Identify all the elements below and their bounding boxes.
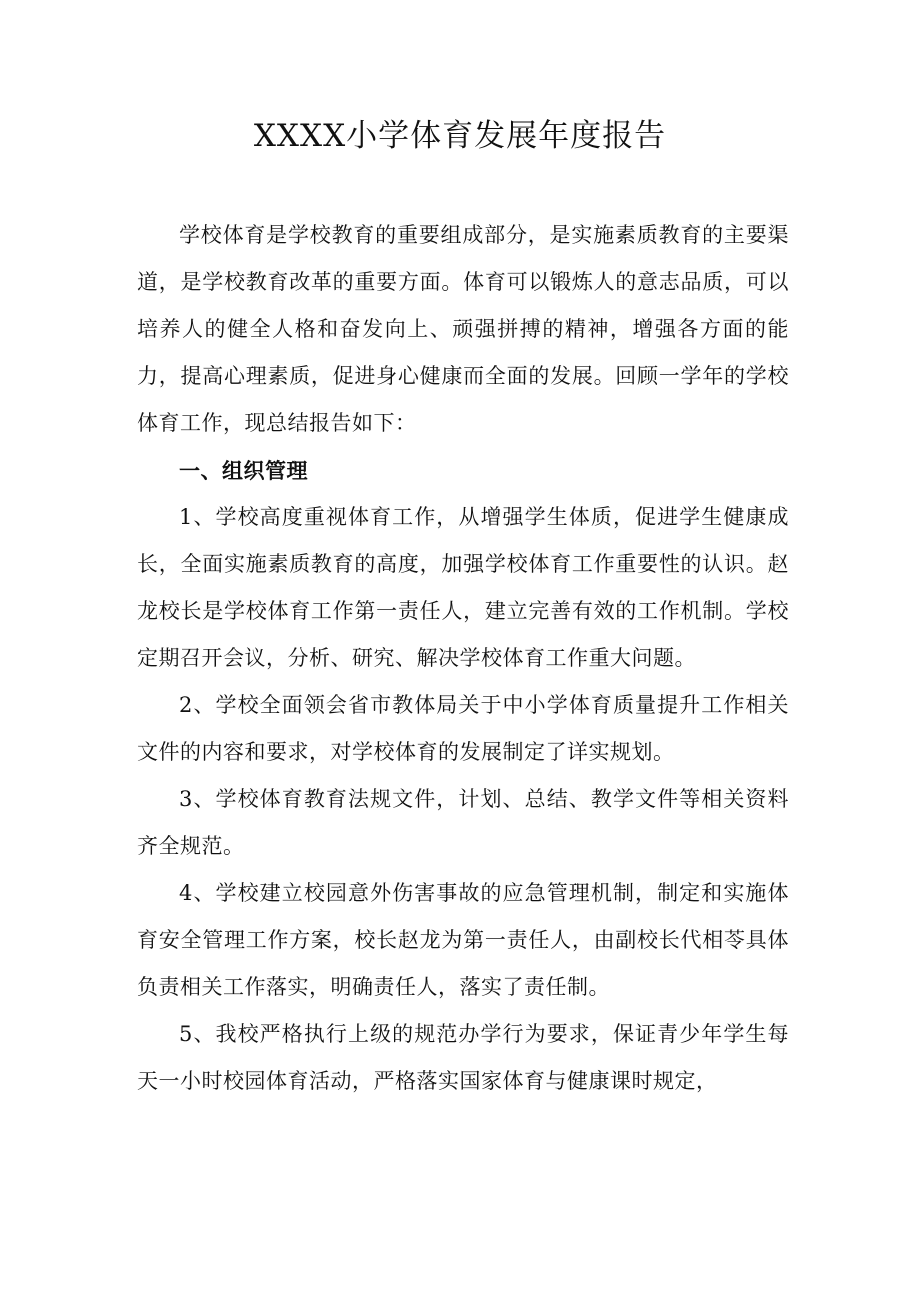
- item-paragraph-2: 2、学校全面领会省市教体局关于中小学体育质量提升工作相关文件的内容和要求，对学校体育的发展制定了详实规划。: [137, 693, 789, 764]
- item-paragraph-4: 4、学校建立校园意外伤害事故的应急管理机制，制定和实施体育安全管理工作方案，校长赵龙为第一责任人，由副校长代相苓具体负责相关工作落实，明确责任人，落实了责任制。: [137, 881, 789, 999]
- document-title: XXXX小学体育发展年度报告: [253, 118, 667, 154]
- item-paragraph-3: 3、学校体育教育法规文件，计划、总结、教学文件等相关资料齐全规范。: [137, 787, 789, 858]
- section-heading-organization: 一、组织管理: [179, 458, 308, 483]
- item-paragraph-5: 5、我校严格执行上级的规范办学行为要求，保证青少年学生每天一小时校园体育活动，严格落实国家体育与健康课时规定，: [137, 1022, 789, 1093]
- item-paragraph-1: 1、学校高度重视体育工作，从增强学生体质，促进学生健康成长，全面实施素质教育的高度，加强学校体育工作重要性的认识。赵龙校长是学校体育工作第一责任人，建立完善有效的工作机制。学校定期召开会议，分析、研究、解决学校体育工作重大问题。: [137, 505, 789, 670]
- intro-paragraph: 学校体育是学校教育的重要组成部分，是实施素质教育的主要渠道，是学校教育改革的重要方面。体育可以锻炼人的意志品质，可以培养人的健全人格和奋发向上、顽强拼搏的精神，增强各方面的能力，提高心理素质，促进身心健康而全面的发展。回顾一学年的学校体育工作，现总结报告如下：: [137, 223, 789, 435]
- document-body: [137, 212, 789, 1105]
